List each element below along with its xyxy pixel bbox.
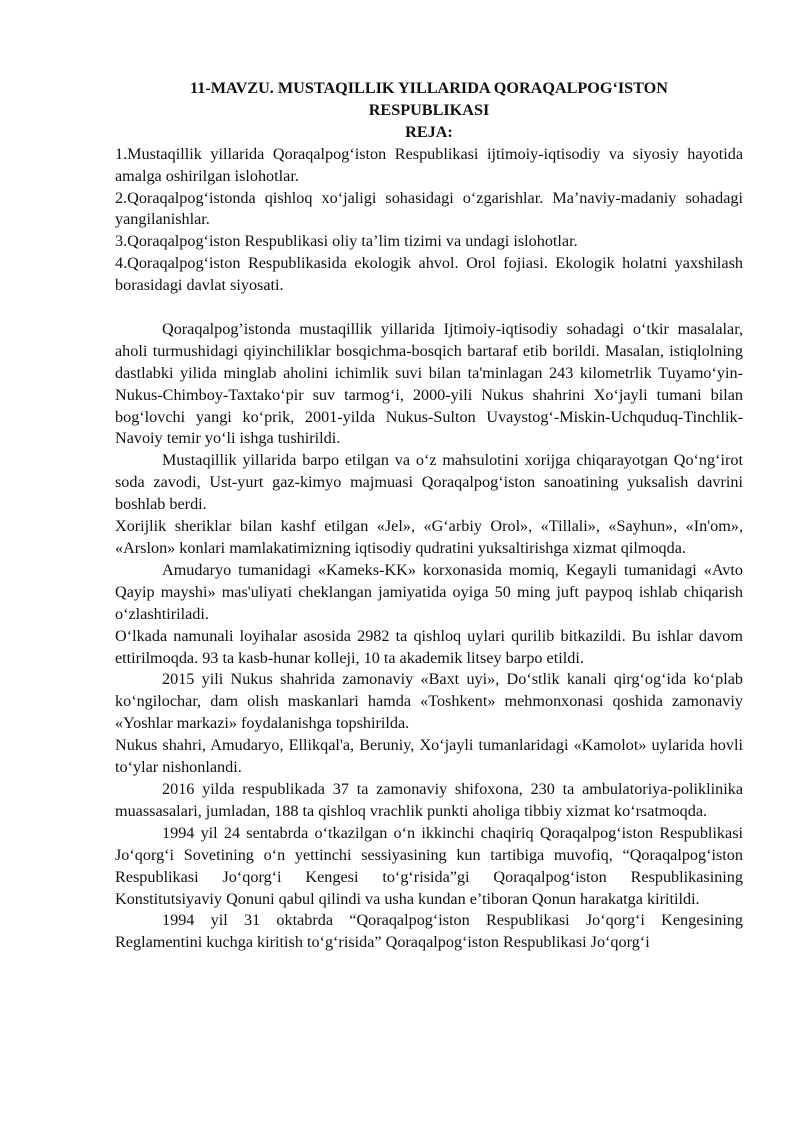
paragraph-10: 1994 yil 31 oktabrda “Qoraqalpog‘iston Respublikasi Jo‘qorg‘i Kengesining Reglamentini kuchga kiritish to‘g‘risida” Qoraqalpog‘iston Respublikasi Jo‘qorg‘i [115,911,743,952]
paragraph-4: Amudaryo tumanidagi «Kameks-KK» korxonasida momiq, Kegayli tumanidagi «Avto Qayip mayshi» mas'uliyati cheklangan jamiyatida oyiga 50 ming juft paypoq ishlab chiqarish o‘zlashtiriladi. [115,560,743,623]
paragraph-7: Nukus shahri, Amudaryo, Ellikqal'a, Beruniy, Xo‘jayli tumanlaridagi «Kamolot» uylarida hovli to‘ylar nishonlandi. [115,736,743,777]
title-line-1: 11-MAVZU. MUSTAQILLIK YILLARIDA QORAQALPOG‘ISTON [190,79,668,97]
paragraph-5: O‘lkada namunali loyihalar asosida 2982 ta qishloq uylari qurilib bitkazildi. Bu ishlar davom ettirilmoqda. 93 ta kasb-hunar kolleji, 10 ta akademik litsey barpo etildi. [115,626,743,667]
plan-item-2: 2.Qoraqalpog‘istonda qishloq xo‘jaligi sohasidagi o‘zgarishlar. Ma’naviy-madaniy sohadagi yangilanishlar. [115,188,743,229]
paragraph-8: 2016 yilda respublikada 37 ta zamonaviy shifoxona, 230 ta ambulatoriya-poliklinika muassasalari, jumladan, 188 ta qishloq vrachlik punkti aholiga tibbiy xizmat ko‘rsatmoqda. [115,779,743,820]
body-text [115,319,743,954]
plan-list [115,144,743,297]
paragraph-9: 1994 yil 24 sentabrda o‘tkazilgan o‘n ikkinchi chaqiriq Qoraqalpog‘iston Respublikasi Jo‘qorg‘i Sovetining o‘n yettinchi sessiyasining kun tartibiga muvofiq, “Qoraqalpog‘iston Respublikasi Jo‘qorg‘i Kengesi to‘g‘risida”gi Qoraqalpog‘iston Respublikasining Konstitutsiyaviy Qonuni qabul qilindi va usha kundan e’tiboran Qonun harakatga kiritildi. [115,823,743,908]
title-line-2: RESPUBLIKASI [368,100,490,119]
paragraph-3: Xorijlik sheriklar bilan kashf etilgan «Jel», «G‘arbiy Orol», «Tillali», «Sayhun», «In'om», «Arslon» konlari mamlakatimizning iqtisodiy qudratini yuksaltirishga xizmat qilmoqda. [115,517,743,558]
paragraph-2: Mustaqillik yillarida barpo etilgan va o‘z mahsulotini xorijga chiqarayotgan Qo‘ng‘irot soda zavodi, Ust-yurt gaz-kimyo majmuasi Qoraqalpog‘iston sanoatining yuksalish davrini boshlab berdi. [115,451,743,514]
section-spacer [115,297,743,319]
plan-heading: REJA: [405,122,453,141]
plan-item-4: 4.Qoraqalpog‘iston Respublikasida ekologik ahvol. Orol fojiasi. Ekologik holatni yaxshilash borasidagi davlat siyosati. [115,254,743,295]
document-title [115,78,743,144]
plan-item-3: 3.Qoraqalpog‘iston Respublikasi oliy ta’lim tizimi va undagi islohotlar. [115,232,578,251]
paragraph-6: 2015 yili Nukus shahrida zamonaviy «Baxt uyi», Do‘stlik kanali qirg‘og‘ida ko‘plab ko‘ngilochar, dam olish maskanlari hamda «Toshkent» mehmonxonasi qoshida zamonaviy «Yoshlar markazi» foydalanishga topshirilda. [115,670,743,733]
paragraph-1: Qoraqalpog’istonda mustaqillik yillarida Ijtimoiy-iqtisodiy sohadagi o‘tkir masalalar, aholi turmushidagi qiyinchiliklar bosqichma-bosqich bartaraf etib borildi. Masalan, istiqlolning dastlabki yilida minglab aholini ichimlik suvi bilan ta'minlagan 243 kilometrlik Tuyamo‘yin-Nukus-Chimboy-Taxtako‘pir suv tarmog‘i, 2000-yili Nukus shahrini Xo‘jayli tumani bilan bog‘lovchi yangi ko‘prik, 2001-yilda Nukus-Sulton Uvaystog‘-Miskin-Uchquduq-Tinchlik-Navoiy temir yo‘li ishga tushirildi. [115,319,743,448]
plan-item-1: 1.Mustaqillik yillarida Qoraqalpog‘iston Respublikasi ijtimoiy-iqtisodiy va siyosiy hayotida amalga oshirilgan islohotlar. [115,144,743,185]
